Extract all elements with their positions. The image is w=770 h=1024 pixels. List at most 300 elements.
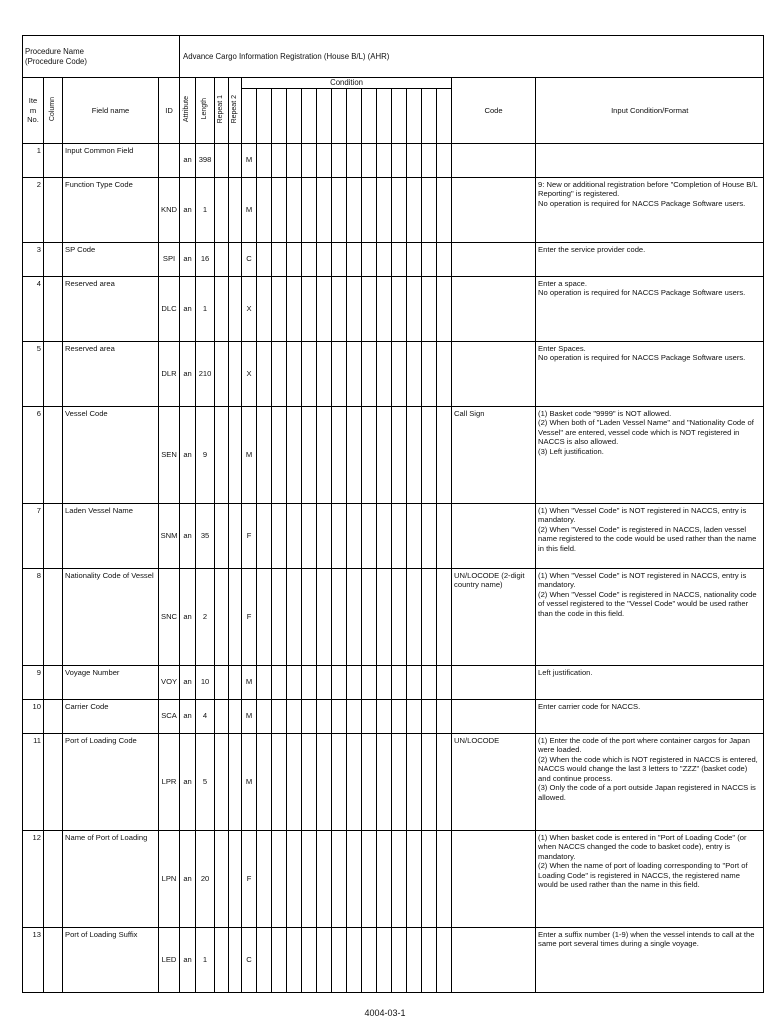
col-attribute xyxy=(180,78,196,144)
condition-empty-cell xyxy=(332,276,347,341)
col-field-name: Field name xyxy=(63,78,159,144)
condition-empty-cell xyxy=(332,143,347,177)
condition-empty-cell xyxy=(377,276,392,341)
id-cell: LPN xyxy=(159,830,180,927)
attribute-cell: an xyxy=(180,830,196,927)
item-no-cell: 1 xyxy=(23,143,44,177)
input-condition-cell: Enter Spaces. No operation is required for NACCS Package Software users. xyxy=(536,341,764,406)
attribute-cell: an xyxy=(180,733,196,830)
column-cell xyxy=(44,276,63,341)
column-header-row-1 xyxy=(23,78,764,89)
condition-empty-cell xyxy=(377,406,392,503)
condition-cell: X xyxy=(242,276,257,341)
condition-empty-cell xyxy=(407,242,422,276)
condition-empty-cell xyxy=(392,830,407,927)
table-row xyxy=(23,503,764,568)
condition-empty-cell xyxy=(407,143,422,177)
id-cell xyxy=(159,143,180,177)
condition-empty-cell xyxy=(317,665,332,699)
repeat1-cell xyxy=(215,568,229,665)
condition-empty-cell xyxy=(347,927,362,992)
condition-empty-cell xyxy=(377,568,392,665)
code-cell xyxy=(452,177,536,242)
item-no-cell: 4 xyxy=(23,276,44,341)
repeat2-cell xyxy=(229,699,242,733)
condition-empty-cell xyxy=(272,665,287,699)
condition-empty-cell xyxy=(407,341,422,406)
condition-cell: C xyxy=(242,242,257,276)
condition-empty-cell xyxy=(317,830,332,927)
repeat1-cell xyxy=(215,830,229,927)
condition-empty-cell xyxy=(302,733,317,830)
condition-subcell xyxy=(422,88,437,143)
col-length-label: Length xyxy=(200,98,208,120)
condition-subcell xyxy=(272,88,287,143)
attribute-cell: an xyxy=(180,665,196,699)
condition-empty-cell xyxy=(257,927,272,992)
condition-cell: M xyxy=(242,406,257,503)
col-column-label: Column xyxy=(48,97,56,122)
attribute-cell: an xyxy=(180,927,196,992)
condition-empty-cell xyxy=(287,665,302,699)
condition-empty-cell xyxy=(377,830,392,927)
condition-empty-cell xyxy=(422,699,437,733)
column-cell xyxy=(44,733,63,830)
condition-empty-cell xyxy=(422,276,437,341)
id-cell: SNM xyxy=(159,503,180,568)
condition-empty-cell xyxy=(437,568,452,665)
condition-empty-cell xyxy=(257,665,272,699)
condition-empty-cell xyxy=(362,699,377,733)
condition-empty-cell xyxy=(302,568,317,665)
condition-empty-cell xyxy=(257,733,272,830)
condition-empty-cell xyxy=(437,341,452,406)
code-cell xyxy=(452,699,536,733)
condition-empty-cell xyxy=(362,568,377,665)
repeat2-cell xyxy=(229,177,242,242)
field-name-cell: Port of Loading Code xyxy=(63,733,159,830)
condition-empty-cell xyxy=(317,927,332,992)
condition-empty-cell xyxy=(347,503,362,568)
condition-empty-cell xyxy=(272,341,287,406)
id-cell: DLC xyxy=(159,276,180,341)
id-cell: DLR xyxy=(159,341,180,406)
condition-empty-cell xyxy=(407,406,422,503)
attribute-cell: an xyxy=(180,143,196,177)
field-name-cell: Input Common Field xyxy=(63,143,159,177)
condition-empty-cell xyxy=(317,276,332,341)
condition-empty-cell xyxy=(407,665,422,699)
condition-empty-cell xyxy=(317,503,332,568)
id-cell: SCA xyxy=(159,699,180,733)
procedure-name: Advance Cargo Information Registration (House B/L) (AHR) xyxy=(180,36,764,78)
condition-empty-cell xyxy=(287,276,302,341)
condition-empty-cell xyxy=(332,699,347,733)
condition-empty-cell xyxy=(377,242,392,276)
length-cell: 1 xyxy=(196,927,215,992)
condition-subcell xyxy=(362,88,377,143)
condition-empty-cell xyxy=(437,830,452,927)
condition-empty-cell xyxy=(392,143,407,177)
id-cell: SNC xyxy=(159,568,180,665)
condition-empty-cell xyxy=(317,242,332,276)
condition-empty-cell xyxy=(287,830,302,927)
condition-empty-cell xyxy=(437,276,452,341)
table-row xyxy=(23,143,764,177)
condition-empty-cell xyxy=(347,406,362,503)
condition-cell: F xyxy=(242,568,257,665)
column-cell xyxy=(44,830,63,927)
condition-empty-cell xyxy=(407,276,422,341)
table-row xyxy=(23,830,764,927)
repeat1-cell xyxy=(215,177,229,242)
condition-empty-cell xyxy=(317,177,332,242)
repeat1-cell xyxy=(215,143,229,177)
condition-empty-cell xyxy=(392,503,407,568)
table-row xyxy=(23,699,764,733)
condition-empty-cell xyxy=(437,406,452,503)
condition-empty-cell xyxy=(332,406,347,503)
input-condition-cell xyxy=(536,143,764,177)
repeat1-cell xyxy=(215,503,229,568)
col-id: ID xyxy=(159,78,180,144)
condition-empty-cell xyxy=(302,927,317,992)
condition-empty-cell xyxy=(362,733,377,830)
code-cell xyxy=(452,927,536,992)
condition-empty-cell xyxy=(302,406,317,503)
field-name-cell: Laden Vessel Name xyxy=(63,503,159,568)
procedure-header-row xyxy=(23,36,764,78)
condition-empty-cell xyxy=(332,177,347,242)
code-cell: Call Sign xyxy=(452,406,536,503)
condition-empty-cell xyxy=(437,699,452,733)
condition-empty-cell xyxy=(377,143,392,177)
item-no-cell: 6 xyxy=(23,406,44,503)
condition-empty-cell xyxy=(407,177,422,242)
condition-empty-cell xyxy=(302,143,317,177)
condition-subcell xyxy=(437,88,452,143)
condition-empty-cell xyxy=(272,242,287,276)
condition-empty-cell xyxy=(347,733,362,830)
table-row xyxy=(23,406,764,503)
condition-empty-cell xyxy=(257,503,272,568)
condition-empty-cell xyxy=(272,503,287,568)
input-condition-cell: Enter a space. No operation is required for NACCS Package Software users. xyxy=(536,276,764,341)
condition-empty-cell xyxy=(392,733,407,830)
condition-empty-cell xyxy=(287,927,302,992)
repeat2-cell xyxy=(229,830,242,927)
column-cell xyxy=(44,568,63,665)
condition-cell: F xyxy=(242,830,257,927)
item-no-cell: 12 xyxy=(23,830,44,927)
id-cell: LPR xyxy=(159,733,180,830)
condition-empty-cell xyxy=(407,830,422,927)
condition-empty-cell xyxy=(377,503,392,568)
condition-cell: M xyxy=(242,143,257,177)
condition-empty-cell xyxy=(257,341,272,406)
condition-empty-cell xyxy=(302,699,317,733)
length-cell: 10 xyxy=(196,665,215,699)
condition-empty-cell xyxy=(287,568,302,665)
condition-empty-cell xyxy=(362,143,377,177)
condition-cell: M xyxy=(242,177,257,242)
col-repeat2 xyxy=(229,78,242,144)
condition-empty-cell xyxy=(257,276,272,341)
col-repeat2-label: Repeat 2 xyxy=(230,94,238,124)
condition-empty-cell xyxy=(257,568,272,665)
attribute-cell: an xyxy=(180,276,196,341)
condition-empty-cell xyxy=(272,568,287,665)
condition-empty-cell xyxy=(392,242,407,276)
code-cell: UN/LOCODE (2-digit country name) xyxy=(452,568,536,665)
table-row xyxy=(23,177,764,242)
condition-empty-cell xyxy=(272,699,287,733)
attribute-cell: an xyxy=(180,177,196,242)
length-cell: 398 xyxy=(196,143,215,177)
condition-empty-cell xyxy=(272,177,287,242)
input-condition-cell: 9: New or additional registration before "Completion of House B/L Reporting" is registered. No operation is required for NACCS Package Software users. xyxy=(536,177,764,242)
condition-empty-cell xyxy=(347,177,362,242)
condition-empty-cell xyxy=(422,665,437,699)
condition-empty-cell xyxy=(392,341,407,406)
condition-empty-cell xyxy=(377,699,392,733)
condition-empty-cell xyxy=(392,699,407,733)
condition-cell: M xyxy=(242,733,257,830)
condition-empty-cell xyxy=(332,927,347,992)
field-name-cell: Voyage Number xyxy=(63,665,159,699)
condition-empty-cell xyxy=(257,177,272,242)
condition-empty-cell xyxy=(257,830,272,927)
condition-empty-cell xyxy=(287,503,302,568)
condition-empty-cell xyxy=(392,665,407,699)
code-cell xyxy=(452,830,536,927)
id-cell: SPI xyxy=(159,242,180,276)
condition-empty-cell xyxy=(362,406,377,503)
condition-empty-cell xyxy=(437,733,452,830)
repeat1-cell xyxy=(215,733,229,830)
col-item-no: Ite m No. xyxy=(23,78,44,144)
condition-empty-cell xyxy=(317,143,332,177)
attribute-cell: an xyxy=(180,341,196,406)
condition-empty-cell xyxy=(392,406,407,503)
col-code: Code xyxy=(452,78,536,144)
condition-empty-cell xyxy=(347,830,362,927)
condition-empty-cell xyxy=(407,503,422,568)
condition-empty-cell xyxy=(272,927,287,992)
condition-empty-cell xyxy=(272,276,287,341)
id-cell: LED xyxy=(159,927,180,992)
field-name-cell: Nationality Code of Vessel xyxy=(63,568,159,665)
condition-empty-cell xyxy=(347,665,362,699)
attribute-cell: an xyxy=(180,503,196,568)
condition-empty-cell xyxy=(407,699,422,733)
condition-empty-cell xyxy=(302,341,317,406)
condition-empty-cell xyxy=(302,503,317,568)
item-no-cell: 3 xyxy=(23,242,44,276)
condition-empty-cell xyxy=(362,177,377,242)
column-cell xyxy=(44,341,63,406)
condition-empty-cell xyxy=(437,143,452,177)
condition-cell: X xyxy=(242,341,257,406)
repeat1-cell xyxy=(215,242,229,276)
condition-empty-cell xyxy=(317,733,332,830)
field-spec-table xyxy=(22,35,764,993)
code-cell xyxy=(452,503,536,568)
repeat1-cell xyxy=(215,665,229,699)
column-cell xyxy=(44,927,63,992)
condition-empty-cell xyxy=(422,341,437,406)
condition-empty-cell xyxy=(422,242,437,276)
page-number: 4004-03-1 xyxy=(364,1008,406,1018)
input-condition-cell: (1) Enter the code of the port where container cargos for Japan were loaded. (2) When the code which is NOT registered in NACCS is entered, NACCS would change the last 3 letters to "ZZZ" (basket code) and continue process. (3) Only the code of a port outside Japan registered in NACCS is allowed. xyxy=(536,733,764,830)
condition-empty-cell xyxy=(272,830,287,927)
condition-empty-cell xyxy=(332,568,347,665)
condition-empty-cell xyxy=(317,406,332,503)
condition-empty-cell xyxy=(422,503,437,568)
condition-empty-cell xyxy=(317,699,332,733)
condition-empty-cell xyxy=(287,177,302,242)
condition-empty-cell xyxy=(362,665,377,699)
condition-empty-cell xyxy=(347,341,362,406)
condition-empty-cell xyxy=(422,568,437,665)
input-condition-cell: Left justification. xyxy=(536,665,764,699)
condition-empty-cell xyxy=(362,503,377,568)
condition-empty-cell xyxy=(392,276,407,341)
code-cell xyxy=(452,143,536,177)
condition-empty-cell xyxy=(437,503,452,568)
condition-empty-cell xyxy=(437,665,452,699)
condition-empty-cell xyxy=(347,276,362,341)
length-cell: 1 xyxy=(196,276,215,341)
condition-empty-cell xyxy=(422,177,437,242)
field-name-cell: Vessel Code xyxy=(63,406,159,503)
input-condition-cell: (1) When basket code is entered in "Port of Loading Code" (or when NACCS changed the code to basket code), entry is mandatory. (2) When the name of port of loading corresponding to "Port of Loading Code" is registered in NACCS, the registered name would be used rather than the name in this field. xyxy=(536,830,764,927)
procedure-label: Procedure Name (Procedure Code) xyxy=(23,36,180,78)
condition-cell: C xyxy=(242,927,257,992)
table-row xyxy=(23,341,764,406)
condition-empty-cell xyxy=(422,927,437,992)
table-row xyxy=(23,927,764,992)
attribute-cell: an xyxy=(180,699,196,733)
condition-empty-cell xyxy=(257,143,272,177)
condition-empty-cell xyxy=(362,242,377,276)
column-cell xyxy=(44,665,63,699)
repeat2-cell xyxy=(229,665,242,699)
col-length xyxy=(196,78,215,144)
condition-empty-cell xyxy=(437,242,452,276)
condition-empty-cell xyxy=(377,927,392,992)
col-condition: Condition xyxy=(242,78,452,89)
condition-empty-cell xyxy=(377,177,392,242)
condition-empty-cell xyxy=(377,733,392,830)
item-no-cell: 2 xyxy=(23,177,44,242)
condition-empty-cell xyxy=(362,927,377,992)
condition-cell: F xyxy=(242,503,257,568)
condition-empty-cell xyxy=(257,699,272,733)
field-name-cell: Port of Loading Suffix xyxy=(63,927,159,992)
table-row xyxy=(23,276,764,341)
condition-subcell xyxy=(257,88,272,143)
item-no-cell: 10 xyxy=(23,699,44,733)
condition-empty-cell xyxy=(437,177,452,242)
repeat1-cell xyxy=(215,927,229,992)
code-cell xyxy=(452,341,536,406)
repeat2-cell xyxy=(229,341,242,406)
item-no-cell: 9 xyxy=(23,665,44,699)
length-cell: 4 xyxy=(196,699,215,733)
condition-empty-cell xyxy=(287,341,302,406)
length-cell: 16 xyxy=(196,242,215,276)
condition-empty-cell xyxy=(332,830,347,927)
condition-empty-cell xyxy=(347,699,362,733)
field-name-cell: SP Code xyxy=(63,242,159,276)
id-cell: VOY xyxy=(159,665,180,699)
code-cell xyxy=(452,242,536,276)
code-cell xyxy=(452,665,536,699)
id-cell: SEN xyxy=(159,406,180,503)
code-cell xyxy=(452,276,536,341)
condition-empty-cell xyxy=(392,568,407,665)
condition-empty-cell xyxy=(332,503,347,568)
column-cell xyxy=(44,242,63,276)
length-cell: 2 xyxy=(196,568,215,665)
repeat2-cell xyxy=(229,143,242,177)
item-no-cell: 11 xyxy=(23,733,44,830)
attribute-cell: an xyxy=(180,242,196,276)
condition-empty-cell xyxy=(407,568,422,665)
attribute-cell: an xyxy=(180,568,196,665)
table-row xyxy=(23,733,764,830)
condition-empty-cell xyxy=(407,927,422,992)
repeat2-cell xyxy=(229,568,242,665)
col-attribute-label: Attribute xyxy=(183,96,191,123)
condition-empty-cell xyxy=(257,242,272,276)
length-cell: 20 xyxy=(196,830,215,927)
document-sheet xyxy=(22,35,758,993)
condition-subcell xyxy=(407,88,422,143)
condition-empty-cell xyxy=(272,733,287,830)
repeat1-cell xyxy=(215,276,229,341)
item-no-cell: 13 xyxy=(23,927,44,992)
condition-subcell xyxy=(287,88,302,143)
attribute-cell: an xyxy=(180,406,196,503)
condition-empty-cell xyxy=(302,830,317,927)
repeat1-cell xyxy=(215,699,229,733)
id-cell: KND xyxy=(159,177,180,242)
condition-empty-cell xyxy=(392,927,407,992)
input-condition-cell: Enter a suffix number (1-9) when the vessel intends to call at the same port several times during a single voyage. xyxy=(536,927,764,992)
field-name-cell: Function Type Code xyxy=(63,177,159,242)
condition-subcell xyxy=(242,88,257,143)
condition-empty-cell xyxy=(347,568,362,665)
repeat2-cell xyxy=(229,927,242,992)
col-repeat1 xyxy=(215,78,229,144)
condition-empty-cell xyxy=(332,665,347,699)
condition-empty-cell xyxy=(302,665,317,699)
field-name-cell: Reserved area xyxy=(63,276,159,341)
condition-empty-cell xyxy=(377,341,392,406)
condition-empty-cell xyxy=(272,143,287,177)
condition-cell: M xyxy=(242,699,257,733)
condition-empty-cell xyxy=(317,341,332,406)
condition-empty-cell xyxy=(302,177,317,242)
field-name-cell: Reserved area xyxy=(63,341,159,406)
condition-subcell xyxy=(317,88,332,143)
column-cell xyxy=(44,143,63,177)
condition-subcell xyxy=(332,88,347,143)
condition-empty-cell xyxy=(272,406,287,503)
condition-empty-cell xyxy=(347,242,362,276)
